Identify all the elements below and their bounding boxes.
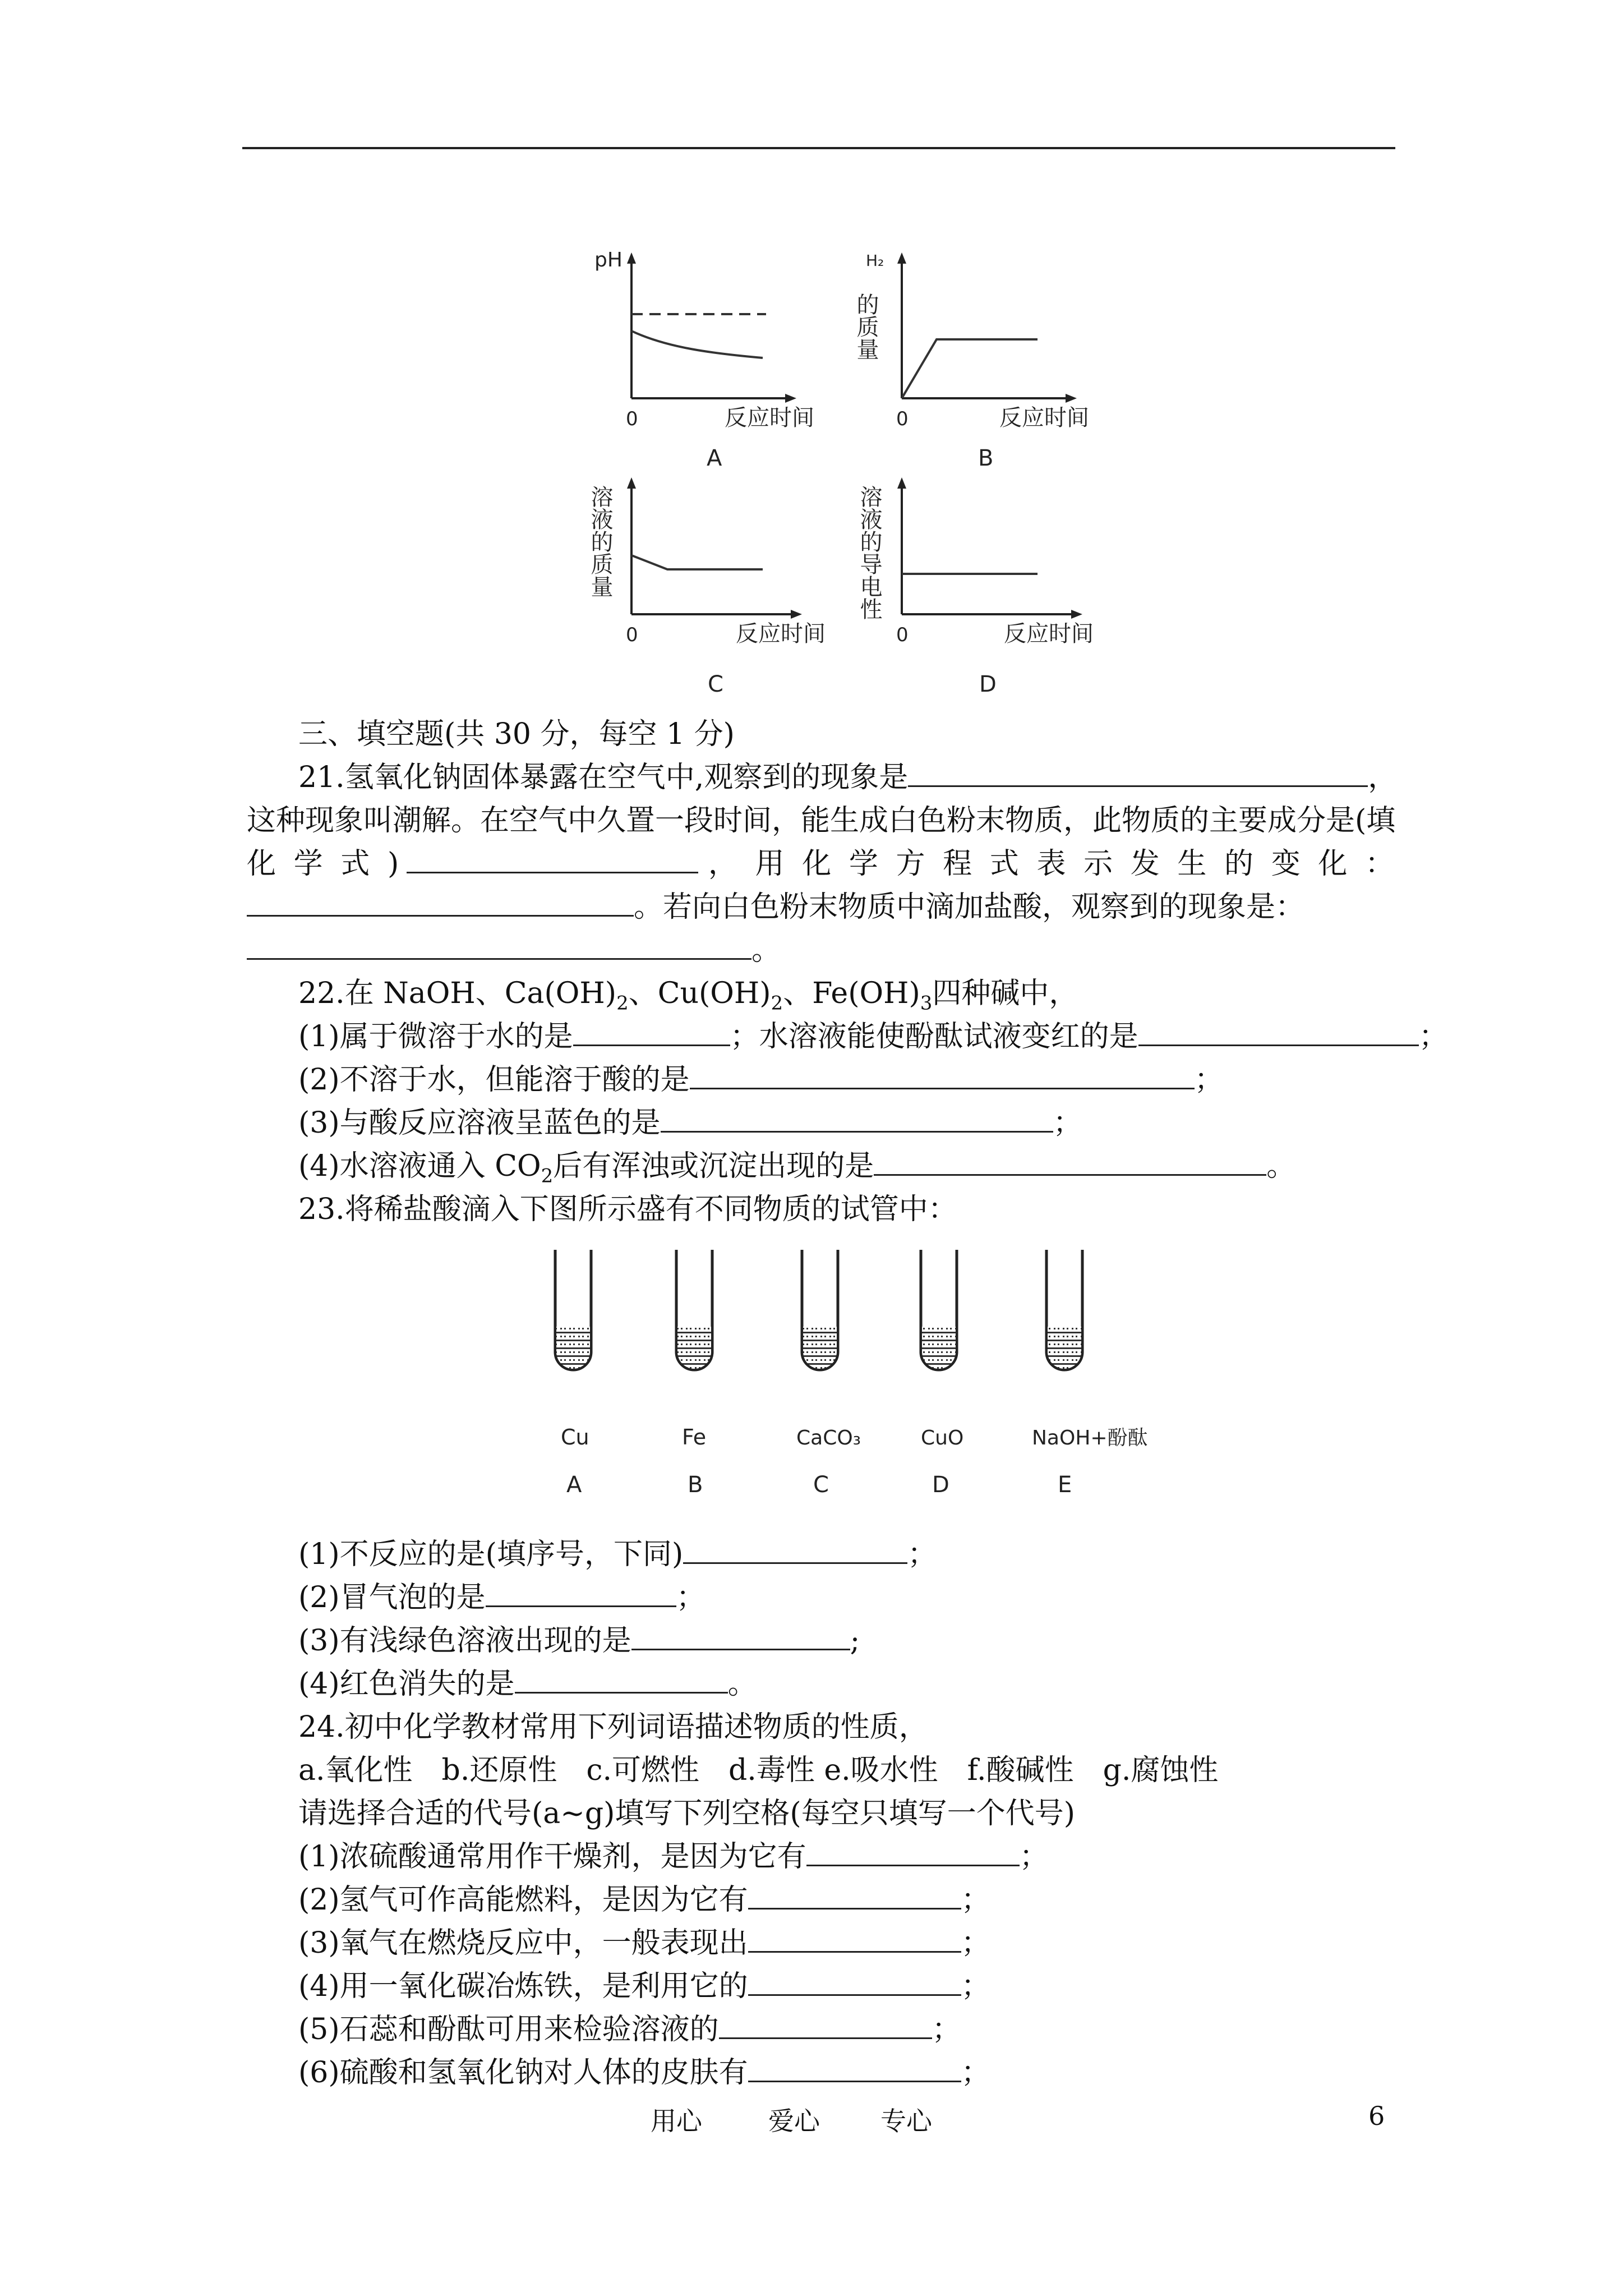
graph-d-xlabel: 反应时间	[1004, 621, 1094, 647]
tube-a-label: A	[566, 1472, 582, 1498]
graph-a-label: A	[707, 445, 722, 471]
q23-p3	[298, 1619, 860, 1663]
q22-sub-1: 2	[616, 992, 629, 1015]
tube-d-label: D	[932, 1472, 949, 1498]
tube-e	[1046, 1250, 1082, 1370]
tube-c	[802, 1250, 838, 1370]
q22-blank4[interactable]	[661, 1104, 1053, 1133]
q22-blank3[interactable]	[690, 1061, 1195, 1089]
q23-blank4[interactable]	[515, 1665, 728, 1694]
q24-instruction: 请选择合适的代号(a~g)填写下列空格(每空只填写一个代号)	[298, 1797, 1076, 1830]
q22-p1	[298, 1015, 1448, 1059]
q22-title-d: 四种碱中，	[932, 977, 1078, 1010]
q22-title-b: 、Cu(OH)	[628, 977, 771, 1010]
graph-b	[853, 247, 1105, 471]
q23-p1-end: ；	[907, 1538, 937, 1571]
q21-line4	[247, 885, 1402, 929]
q22-title-a: 22.在 NaOH、Ca(OH)	[298, 977, 617, 1010]
q24-item-6-text: (6)硫酸和氢氧化钠对人体的皮肤有	[298, 2056, 748, 2090]
q22-sub-3: 3	[920, 992, 933, 1015]
q22-blank1[interactable]	[573, 1018, 730, 1046]
q22-sub-2: 2	[771, 992, 783, 1015]
q24-item-1-text: (1)浓硫酸通常用作干燥剂，是因为它有	[298, 1840, 806, 1874]
q21-text3a: 化学式)	[247, 847, 407, 881]
q24-item-1-end: ；	[1019, 1840, 1049, 1874]
q23-p4	[298, 1662, 757, 1706]
graph-a-xlabel: 反应时间	[725, 405, 814, 431]
q22-p4-a: (4)水溶液通入 CO	[298, 1149, 541, 1183]
q21-text1: 21.氢氧化钠固体暴露在空气中,观察到的现象是	[298, 761, 909, 794]
graph-b-xlabel: 反应时间	[999, 405, 1089, 431]
q21-blank2[interactable]	[407, 845, 698, 873]
tube-e-substance: NaOH+酚酞	[1032, 1427, 1148, 1450]
q21-line1	[298, 756, 1397, 799]
q22-p2-end: ；	[1194, 1063, 1224, 1097]
q23-p4-text: (4)红色消失的是	[298, 1667, 515, 1701]
q24-title: 24.初中化学教材常用下列词语描述物质的性质，	[298, 1710, 928, 1744]
q22-title-c: 、Fe(OH)	[783, 977, 920, 1010]
tube-b-label: B	[688, 1472, 703, 1498]
q22-p4-end: 。	[1266, 1149, 1296, 1183]
graph-d	[852, 474, 1110, 704]
graph-c	[583, 474, 830, 704]
q23-p1-text: (1)不反应的是(填序号，下同)	[298, 1538, 684, 1571]
q22-p4-sub: 2	[541, 1165, 554, 1188]
q24-item-6	[298, 2051, 990, 2095]
q23-title: 23.将稀盐酸滴入下图所示盛有不同物质的试管中：	[298, 1193, 957, 1226]
graph-a	[589, 247, 824, 471]
q22-p1-b: ；水溶液能使酚酞试液变红的是	[730, 1020, 1138, 1053]
graph-a-ylabel: pH	[594, 249, 623, 272]
q24-blank3[interactable]	[748, 1924, 961, 1953]
footer-motto-1: 用心	[651, 2106, 702, 2136]
q22-p2	[298, 1058, 1224, 1102]
header-rule	[242, 147, 1395, 149]
q21-blank1[interactable]	[908, 758, 1368, 787]
q24-blank2[interactable]	[748, 1881, 961, 1910]
tube-b	[676, 1250, 712, 1370]
q24-blank4[interactable]	[748, 1967, 961, 1996]
footer-motto-2: 爱心	[768, 2106, 820, 2136]
q21-line5	[247, 928, 1402, 972]
q21-text4: 。若向白色粉末物质中滴加盐酸，观察到的现象是：	[634, 890, 1305, 924]
q21-text5-end: 。	[751, 933, 781, 967]
tube-a	[555, 1250, 591, 1370]
q21-line3	[247, 842, 1402, 886]
q22-p1-a: (1)属于微溶于水的是	[298, 1020, 573, 1053]
q24-item-4	[298, 1964, 990, 2008]
q23-p4-end: 。	[727, 1667, 757, 1701]
q23-p2-text: (2)冒气泡的是	[298, 1581, 486, 1614]
q22-p3	[298, 1101, 1082, 1145]
graph-c-origin: 0	[626, 624, 638, 646]
section-title: 三、填空题(共 30 分，每空 1 分)	[298, 717, 735, 751]
q24-item-5	[298, 2008, 961, 2051]
q22-p4-b: 后有浑浊或沉淀出现的是	[553, 1149, 874, 1183]
q22-p2-text: (2)不溶于水，但能溶于酸的是	[298, 1063, 690, 1097]
graph-d-origin: 0	[896, 624, 909, 646]
q21-text3b: ，用化学方程式表示发生的变化：	[698, 847, 1402, 881]
tube-c-label: C	[813, 1472, 829, 1498]
q22-blank5[interactable]	[874, 1147, 1266, 1176]
q24-item-2	[298, 1878, 990, 1922]
tube-a-substance: Cu	[561, 1425, 589, 1450]
tube-d	[921, 1250, 957, 1370]
graph-c-ylabel: 溶液的质量	[587, 485, 613, 597]
q21-line2: 这种现象叫潮解。在空气中久置一段时间，能生成白色粉末物质，此物质的主要成分是(填	[247, 804, 1396, 838]
q24-item-5-text: (5)石蕊和酚酞可用来检验溶液的	[298, 2013, 719, 2046]
tube-e-label: E	[1058, 1472, 1072, 1498]
q24-options: a.氧化性 b.还原性 c.可燃性 d.毒性 e.吸水性 f.酸碱性 g.腐蚀性	[298, 1754, 1219, 1787]
q24-item-3-end: ；	[961, 1926, 990, 1960]
page-number: 6	[1368, 2101, 1385, 2131]
q23-p2-end: ；	[676, 1581, 706, 1614]
graph-a-origin: 0	[626, 408, 638, 430]
q21-blank4[interactable]	[247, 931, 751, 960]
q23-blank3[interactable]	[631, 1622, 850, 1650]
graph-c-xlabel: 反应时间	[736, 621, 826, 647]
q22-blank2[interactable]	[1138, 1018, 1419, 1046]
q24-item-2-text: (2)氢气可作高能燃料，是因为它有	[298, 1883, 748, 1917]
tube-d-substance: CuO	[921, 1427, 964, 1450]
q24-item-6-end: ；	[961, 2056, 990, 2090]
q24-blank5[interactable]	[719, 2010, 932, 2039]
q21-text1-end: ，	[1368, 761, 1398, 794]
q24-blank1[interactable]	[806, 1838, 1020, 1866]
q24-item-4-end: ；	[961, 1970, 990, 2003]
q24-item-2-end: ；	[961, 1883, 990, 1917]
q22-p3-text: (3)与酸反应溶液呈蓝色的是	[298, 1106, 661, 1140]
graph-b-origin: 0	[896, 408, 909, 430]
q23-blank2[interactable]	[486, 1579, 676, 1607]
tube-b-substance: Fe	[682, 1425, 707, 1450]
graph-c-label: C	[708, 671, 723, 697]
q23-p3-end: ;	[850, 1624, 860, 1658]
q24-item-4-text: (4)用一氧化碳冶炼铁，是利用它的	[298, 1970, 748, 2003]
q24-item-3	[298, 1921, 990, 1965]
tube-c-substance: CaCO₃	[796, 1427, 861, 1450]
test-tubes-figure	[505, 1245, 1178, 1515]
q23-p3-text: (3)有浅绿色溶液出现的是	[298, 1624, 631, 1658]
q22-p3-end: ；	[1053, 1106, 1082, 1140]
graph-b-ylabel: 的质量	[853, 293, 879, 360]
graph-b-label: B	[978, 445, 994, 471]
graph-d-ylabel: 溶液的导电性	[856, 485, 882, 620]
q24-item-3-text: (3)氧气在燃烧反应中，一般表现出	[298, 1926, 748, 1960]
q21-blank3[interactable]	[247, 888, 634, 917]
q22-p1-end: ；	[1418, 1020, 1448, 1053]
q24-item-1	[298, 1835, 1049, 1879]
q23-p1	[298, 1533, 937, 1576]
graph-b-ylabel-top: H₂	[866, 251, 884, 270]
graph-d-label: D	[979, 671, 997, 697]
q24-blank6[interactable]	[748, 2054, 961, 2082]
q23-p2	[298, 1576, 706, 1619]
footer-motto-3: 专心	[880, 2106, 932, 2136]
q24-item-5-end: ；	[932, 2013, 961, 2046]
q23-blank1[interactable]	[683, 1535, 907, 1564]
